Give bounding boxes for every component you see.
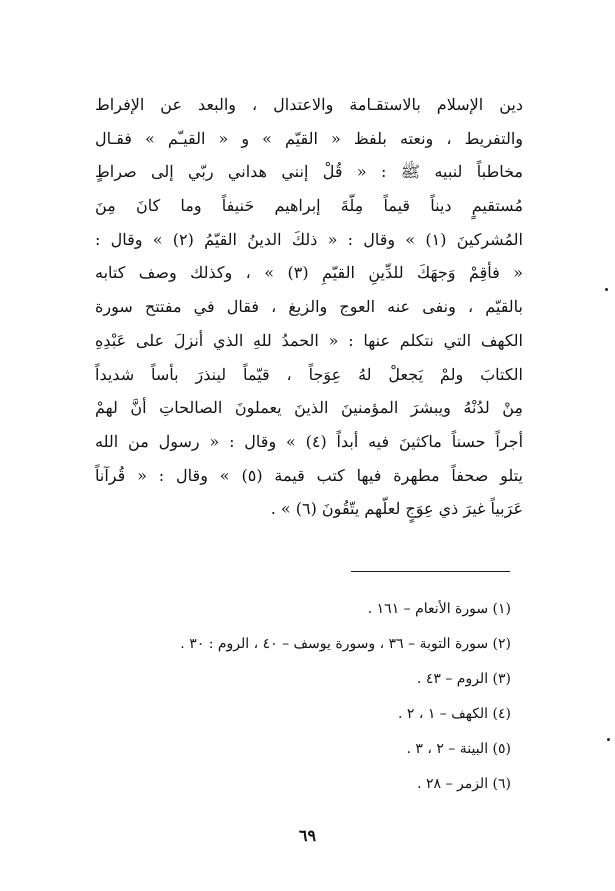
text-line-6: « فأقِمْ وَجهَكَ للدِّينِ القيّمِ (٣) » ، وكذلك وصف كتابه xyxy=(95,263,523,283)
text-line-5: المُشركينَ (١) » وقال : « ذلكَ الدينُ القيّمُ (٢) » وقال : xyxy=(95,229,523,249)
text-line-12: يتلو صحفاً مطهرة فيها كتب قيمة (٥) » وقال : « قُرآناً xyxy=(95,465,523,485)
main-text xyxy=(95,88,523,526)
text-line-8: الكهف التي نتكلم عنها : « الحمدُ للهِ الذي أنزلَ على عَبْدِهِ xyxy=(95,330,523,350)
text-line-1: دين الإسلام بالاستقـامة والاعتدال ، والبعد عن الإفراط xyxy=(95,95,523,114)
footnote-6: (٦) الزمر – ٢٨ . xyxy=(417,776,511,792)
text-line-13: عَرَبياً غيرَ ذي عِوَجٍ لعلّهم يتّقُونَ (٦) » . xyxy=(270,499,523,519)
footnotes-list xyxy=(91,592,511,802)
text-line-7: بالقيّم ، ونفى عنه العوج والزيغ ، فقال في مفتتح سورة xyxy=(95,297,523,317)
text-line-3: مخاطباً لنبيه ﷺ : « قُلْ إنني هداني ربّي إلى صراطٍ xyxy=(95,162,523,182)
text-line-4: مُستقيمٍ ديناً قيماً مِلّةَ إبراهيم حَنيفاً وما كانَ مِنَ xyxy=(95,196,523,216)
scan-speck xyxy=(607,738,610,741)
text-line-10: مِنْ لدُنْهُ ويبشرَ المؤمنينَ الذينَ يعملونَ الصالحاتِ أنَّ لهمْ xyxy=(95,398,523,418)
footnote-separator xyxy=(351,571,510,572)
page-number: ٦٩ xyxy=(298,826,317,845)
footnote-3: (٣) الروم – ٤٣ . xyxy=(416,671,511,687)
text-line-2: والتفريط ، ونعته بلفظ « القيّم » و « القيـّم » فقـال xyxy=(95,128,523,148)
footnote-1: (١) سورة الأنعام – ١٦١ . xyxy=(367,601,511,617)
scan-speck xyxy=(605,288,608,291)
text-line-9: الكتابَ ولمْ يَجعلْ لهُ عِوَجاً ، قيّماً لينذرَ بأساً شديداً xyxy=(95,364,523,384)
footnote-4: (٤) الكهف – ١ ، ٢ . xyxy=(397,706,511,722)
footnote-5: (٥) البينة – ٢ ، ٣ . xyxy=(406,741,511,757)
text-line-11: أجراً حسناً ماكثينَ فيه أبداً (٤) » وقال : « رسول من الله xyxy=(95,431,523,451)
footnote-2: (٢) سورة التوبة – ٣٦ ، وسورة يوسف – ٤٠ ، الروم : ٣٠ . xyxy=(180,636,511,652)
